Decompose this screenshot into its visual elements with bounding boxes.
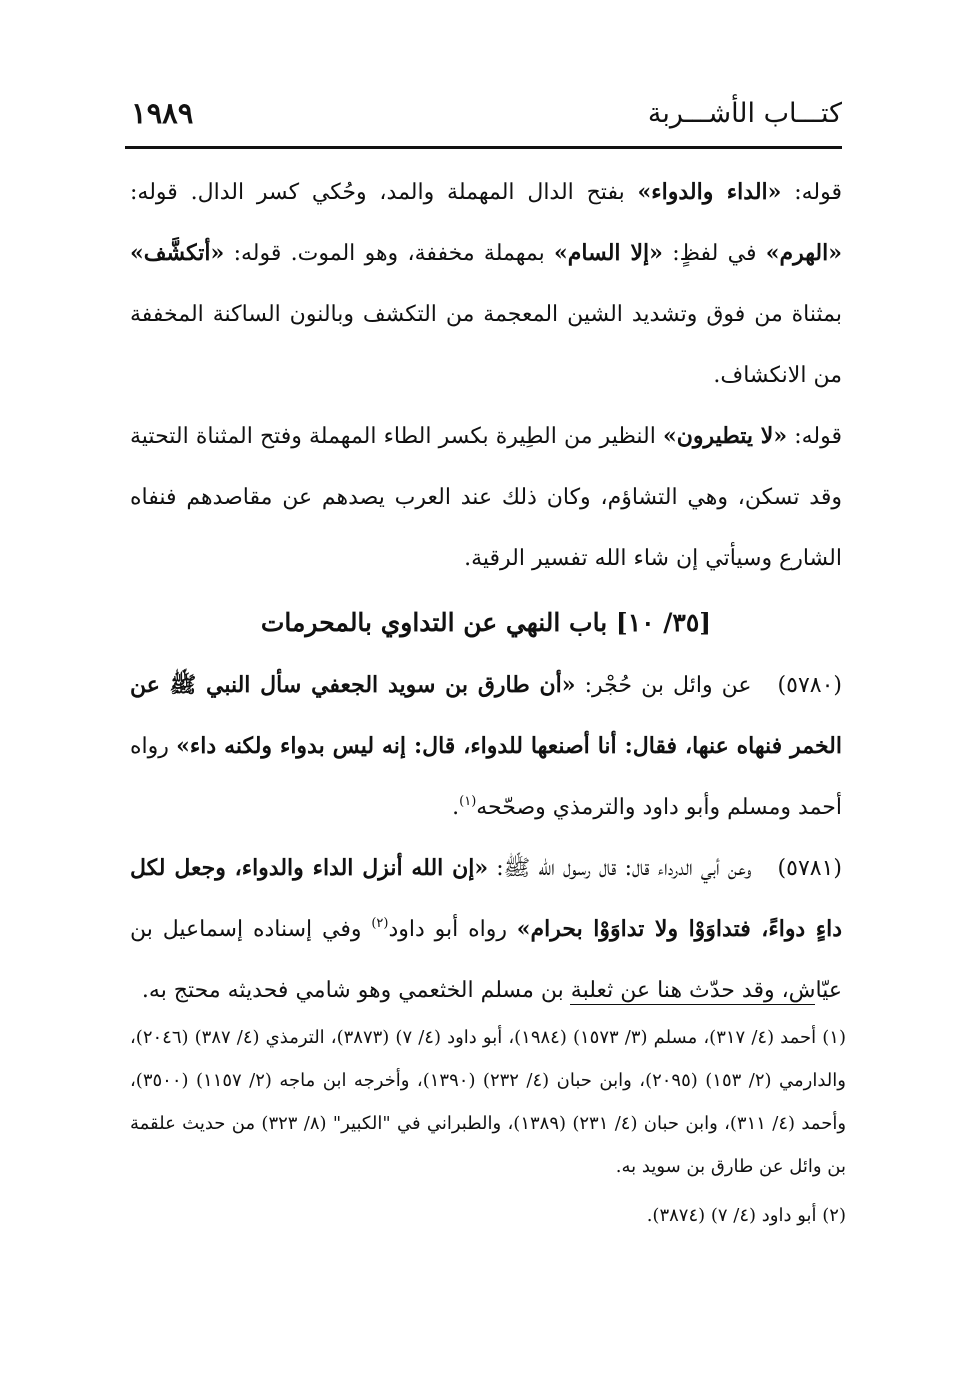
- quoted-term: «لا يتطيرون»: [662, 423, 788, 449]
- page-number: ١٩٨٩: [131, 96, 194, 130]
- text-run: بفتح الدال المهملة والمد، وحُكي كسر الدال. قوله:: [130, 180, 638, 205]
- footnote-ref: (١): [459, 794, 477, 809]
- footnote-separator: [570, 1004, 815, 1005]
- text-run: النظير من الطِيرة بكسر الطاء المهملة وفتح المثناة التحتية وقد تسكن، وهي التشاؤم، وكان ذلك عند العرب يصدهم عن مقاصدهم فنفاه الشارع وسيأتي إن شاء الله تفسير الرقية.: [130, 424, 842, 571]
- running-title: كتـــاب الأشـــربة: [647, 98, 842, 129]
- footnotes: [130, 1016, 846, 1237]
- quoted-term: «الهرم»: [765, 240, 842, 266]
- header-rule: [125, 146, 842, 149]
- commentary-paragraph-2: [130, 406, 842, 589]
- narrator-intro: وعن أبي الدرداء قال: قال رسول الله ﷺ:: [488, 856, 752, 881]
- quoted-term: «أتكشَّف»: [130, 240, 225, 266]
- hadith-5781: [130, 838, 842, 1021]
- narrator-intro: عن وائل بن حُجْر:: [575, 673, 752, 698]
- quoted-term: «إلا السام»: [554, 240, 663, 266]
- hadith-source: رواه أبو داود: [388, 917, 517, 942]
- hadith-text: «إن الله أنزل الداء والدواء، وجعل لكل داءٍ دواءً، فتداوَوْا ولا تداوَوْا بحرام»: [130, 855, 842, 942]
- chapter-heading: [٣٥/ ١٠] باب النهي عن التداوي بالمحرمات: [260, 608, 712, 637]
- hadith-number: (٥٧٨٠): [777, 673, 842, 698]
- commentary-paragraph-1: [130, 162, 842, 406]
- text-run: بمثناة من فوق وتشديد الشين المعجمة من التكشف وبالنون الساكنة المخففة من الانكشاف.: [130, 302, 842, 388]
- quoted-term: «الداء والدواء»: [637, 179, 782, 205]
- footnote-2: (٢) أبو داود (٤/ ٧) (٣٨٧٤).: [646, 1205, 846, 1226]
- footnote-1: (١) أحمد (٤/ ٣١٧)، مسلم (٣/ ١٥٧٣) (١٩٨٤)، أبو داود (٤/ ٧) (٣٨٧٣)، الترمذي (٤/ ٣٨٧) (٢٠٤٦)، والدارمي (٢/ ١٥٣) (٢٠٩٥)، وابن حبان (٤/ ٢٣٢) (١٣٩٠)، وأخرجه ابن ماجه (٢/ ١١٥٧) (٣٥٠٠)، وأحمد (٤/ ٣١١)، وابن حبان (٤/ ٢٣١) (١٣٨٩)، والطبراني في "الكبير" (٨/ ٣٢٣) من حديث علقمة بن وائل عن طارق بن سويد به.: [130, 1027, 847, 1177]
- text-run: قوله:: [787, 424, 842, 449]
- main-text: [130, 162, 842, 1021]
- hadith-text: «أن طارق بن سويد الجعفي سأل النبي ﷺ عن الخمر فنهاه عنها، فقال: أنا أصنعها للدواء، قال: إنه ليس بدواء ولكنه داء»: [130, 672, 842, 759]
- text-run: قوله:: [781, 180, 842, 205]
- footnote-ref: (٢): [371, 916, 389, 931]
- hadith-5780: [130, 655, 842, 838]
- text-run: بمهملة مخففة، وهو الموت. قوله:: [224, 241, 554, 266]
- hadith-number: (٥٧٨١): [777, 856, 842, 881]
- page-header: [125, 92, 842, 144]
- text-run: .: [452, 795, 460, 820]
- hadith-commentary: وفي إسناده إسماعيل بن عيّاش، وقد حدّث هنا عن ثعلبة بن مسلم الخثعمي وهو شامي فحديثه محتج به.: [130, 917, 842, 1003]
- text-run: في لفظٍ:: [662, 241, 766, 266]
- hadith-source: رواه أحمد ومسلم وأبو داود والترمذي وصحّحه: [130, 734, 842, 820]
